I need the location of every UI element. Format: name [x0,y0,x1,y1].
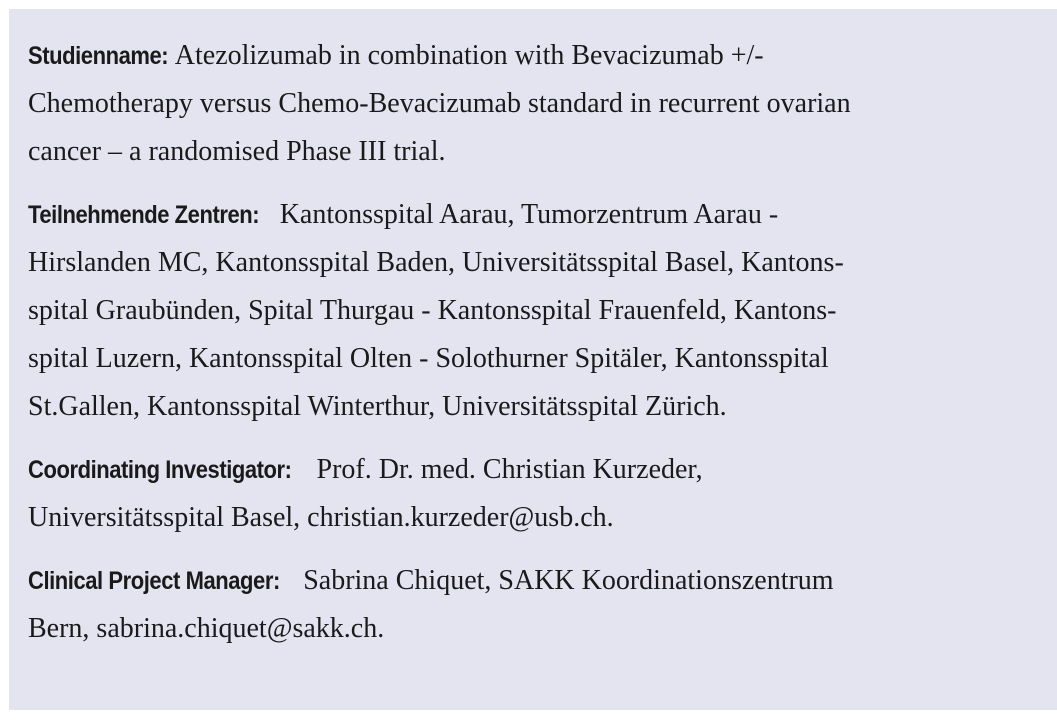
participating-centers-text: Hirslanden MC, Kantonsspital Baden, Universitätsspital Basel, Kantons- [28,247,844,278]
entry-line [28,191,1037,239]
participating-centers-entry [28,191,1037,431]
coordinating-investigator-text: Prof. Dr. med. Christian Kurzeder, [316,454,703,485]
participating-centers-text: spital Graubünden, Spital Thurgau - Kantonsspital Frauenfeld, Kantons- [28,295,837,326]
entry-line [28,446,1037,494]
coordinating-investigator-label: Coordinating Investigator: [28,456,292,484]
study-info-box [9,9,1057,710]
project-manager-text: Sabrina Chiquet, SAKK Koordinationszentrum [303,565,834,596]
study-name-text: Chemotherapy versus Chemo-Bevacizumab standard in recurrent ovarian [28,88,851,119]
study-name-text: cancer – a randomised Phase III trial. [28,136,446,167]
participating-centers-label: Teilnehmende Zentren: [28,201,260,229]
project-manager-text: Bern, sabrina.chiquet@sakk.ch. [28,613,385,644]
study-name-text: Atezolizumab in combination with Bevacizumab +/- [174,40,764,71]
study-name-label: Studienname: [28,42,169,70]
project-manager-entry [28,557,1037,653]
study-name-entry [28,32,1037,176]
entry-line [28,32,1037,80]
project-manager-label: Clinical Project Manager: [28,567,280,595]
coordinating-investigator-text: Universitätsspital Basel, christian.kurzeder@usb.ch. [28,502,614,533]
participating-centers-text: St.Gallen, Kantonsspital Winterthur, Universitätsspital Zürich. [28,391,727,422]
participating-centers-text: Kantonsspital Aarau, Tumorzentrum Aarau - [279,199,779,230]
entry-line [28,557,1037,605]
participating-centers-text: spital Luzern, Kantonsspital Olten - Solothurner Spitäler, Kantonsspital [28,343,829,374]
coordinating-investigator-entry [28,446,1037,542]
